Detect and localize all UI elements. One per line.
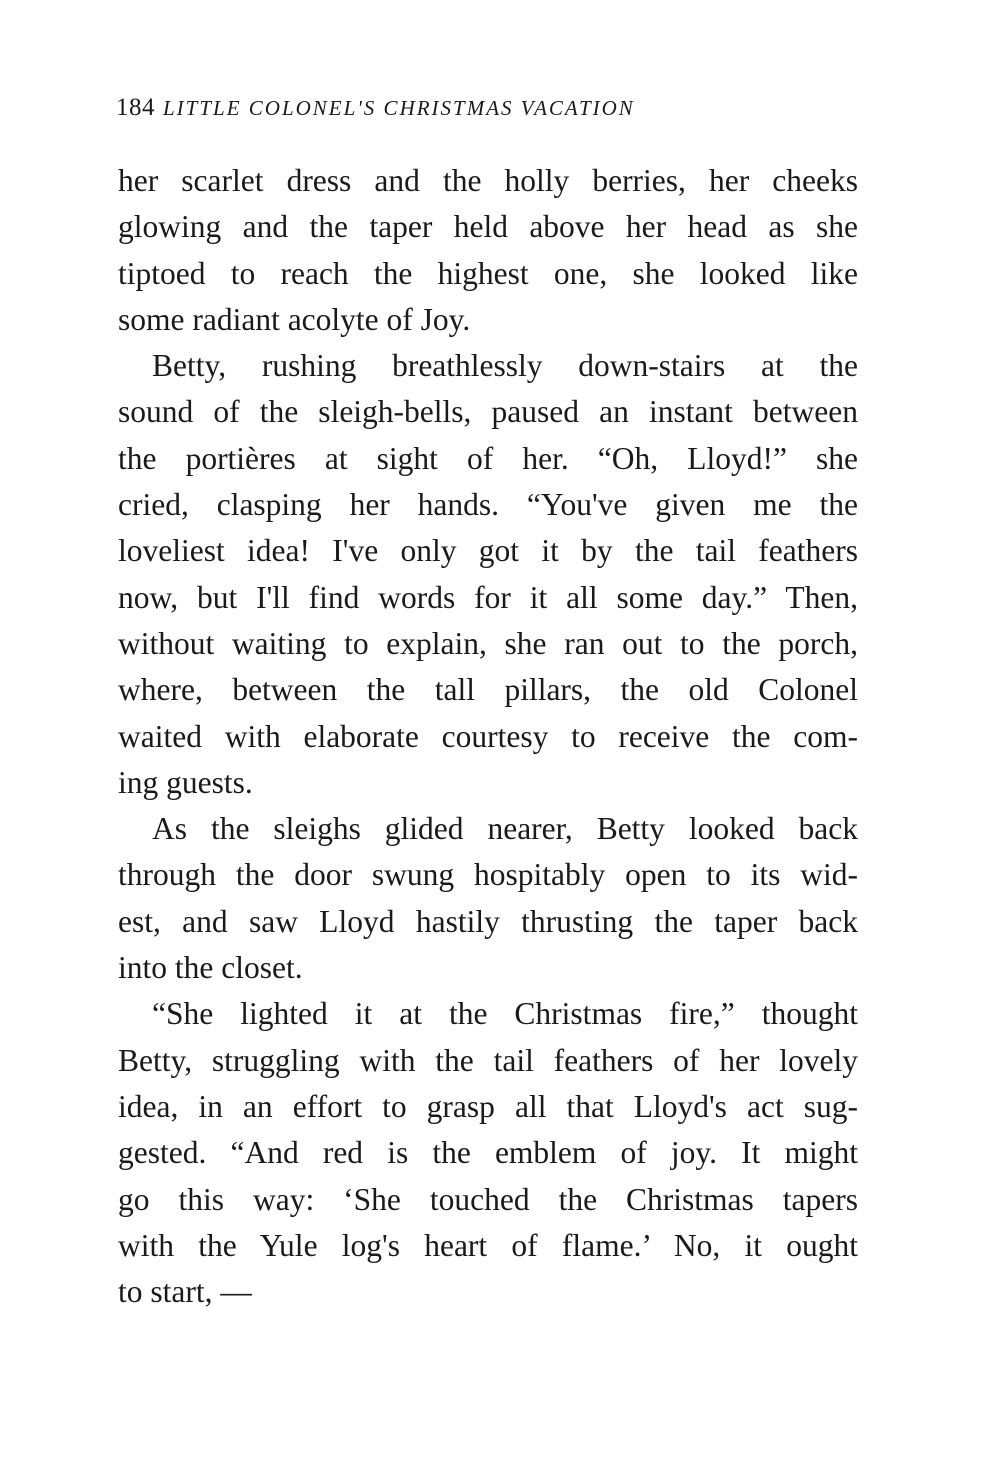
text-line: Betty, struggling with the tail feathers of her lovely	[118, 1042, 858, 1078]
text-line: the portières at sight of her. “Oh, Lloyd!” she	[118, 440, 858, 476]
text-line: where, between the tall pillars, the old Colonel	[118, 672, 858, 708]
text-line: her scarlet dress and the holly berries, her cheeks	[118, 163, 858, 198]
text-line: now, but I'll find words for it all some day.” Then,	[118, 579, 858, 615]
text-line: tiptoed to reach the highest one, she looked like	[118, 255, 858, 291]
text-line: ing guests.	[118, 764, 253, 800]
paragraph	[118, 991, 858, 1315]
body-text	[118, 158, 858, 1315]
text-line: loveliest idea! I've only got it by the tail feathers	[118, 533, 858, 569]
text-line: As the sleighs glided nearer, Betty looked back	[152, 811, 858, 847]
paragraph	[118, 158, 858, 343]
text-line: to start, —	[118, 1274, 252, 1310]
text-line: Betty, rushing breathlessly down-stairs at the	[152, 348, 858, 384]
text-line: idea, in an effort to grasp all that Lloyd's act sug-	[118, 1088, 858, 1124]
text-line: glowing and the taper held above her head as she	[118, 209, 858, 245]
text-line: without waiting to explain, she ran out to the porch,	[118, 625, 858, 661]
text-line: with the Yule log's heart of flame.’ No, it ought	[118, 1227, 858, 1263]
text-line: gested. “And red is the emblem of joy. It might	[118, 1135, 858, 1171]
paragraph	[118, 806, 858, 991]
paragraph	[118, 343, 858, 806]
text-line: cried, clasping her hands. “You've given me the	[118, 487, 858, 523]
text-line: sound of the sleigh-bells, paused an instant between	[118, 394, 858, 430]
text-line: some radiant acolyte of Joy.	[118, 301, 471, 337]
text-line: through the door swung hospitably open to its wid-	[118, 857, 858, 893]
text-line: into the closet.	[118, 950, 303, 986]
page-number: 184	[116, 94, 155, 121]
text-line: go this way: ‘She touched the Christmas tapers	[118, 1181, 858, 1217]
running-head	[116, 88, 876, 128]
text-line: est, and saw Lloyd hastily thrusting the taper back	[118, 903, 858, 939]
text-line: “She lighted it at the Christmas fire,” thought	[152, 996, 858, 1032]
running-title: LITTLE COLONEL'S CHRISTMAS VACATION	[163, 96, 635, 120]
text-line: waited with elaborate courtesy to receive the com-	[118, 718, 858, 754]
